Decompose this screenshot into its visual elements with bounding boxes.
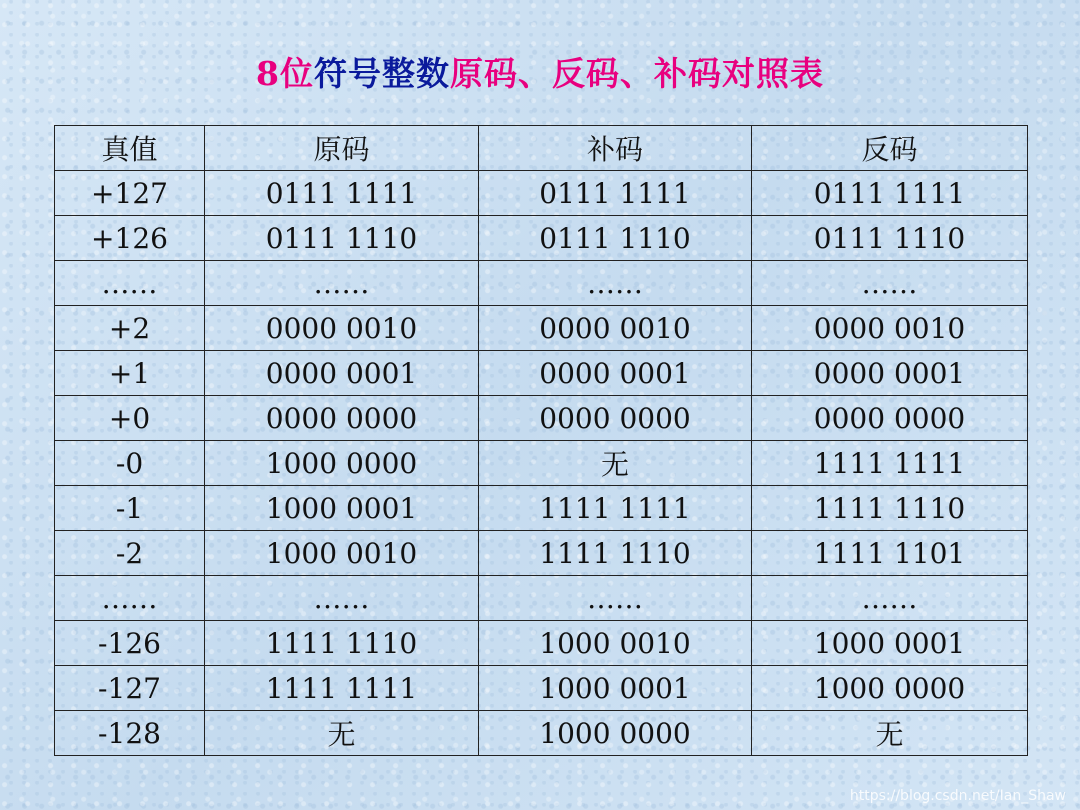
table-row <box>55 576 1028 621</box>
header-ones-complement: 反码 <box>752 126 1028 171</box>
cell-sign-magnitude: 无 <box>205 711 479 756</box>
cell-twos-complement: 1000 0001 <box>479 666 752 711</box>
table-row <box>55 351 1028 396</box>
title-signed-integer: 符号整数 <box>313 54 450 93</box>
table-row <box>55 621 1028 666</box>
title-bit-width: 8位 <box>256 54 314 93</box>
table-row <box>55 486 1028 531</box>
cell-true-value: +127 <box>55 171 205 216</box>
cell-ones-complement: 1000 0000 <box>752 666 1028 711</box>
cell-twos-complement: …… <box>479 261 752 306</box>
cell-true-value: -1 <box>55 486 205 531</box>
header-twos-complement: 补码 <box>479 126 752 171</box>
cell-twos-complement: 0111 1111 <box>479 171 752 216</box>
cell-sign-magnitude: 0111 1111 <box>205 171 479 216</box>
cell-ones-complement: 1111 1101 <box>752 531 1028 576</box>
cell-true-value: +0 <box>55 396 205 441</box>
cell-twos-complement: 无 <box>479 441 752 486</box>
cell-sign-magnitude: 0000 0001 <box>205 351 479 396</box>
cell-twos-complement: …… <box>479 576 752 621</box>
cell-sign-magnitude: 1000 0010 <box>205 531 479 576</box>
cell-twos-complement: 1111 1110 <box>479 531 752 576</box>
cell-twos-complement: 0000 0000 <box>479 396 752 441</box>
table-row <box>55 396 1028 441</box>
cell-true-value: …… <box>55 261 205 306</box>
cell-ones-complement: 1111 1110 <box>752 486 1028 531</box>
cell-ones-complement: 0000 0000 <box>752 396 1028 441</box>
cell-ones-complement: …… <box>752 576 1028 621</box>
cell-sign-magnitude: …… <box>205 576 479 621</box>
cell-sign-magnitude: 0000 0000 <box>205 396 479 441</box>
cell-sign-magnitude: 1111 1110 <box>205 621 479 666</box>
table-row <box>55 171 1028 216</box>
cell-sign-magnitude: …… <box>205 261 479 306</box>
title-code-comparison: 原码、反码、补码对照表 <box>449 54 824 93</box>
cell-sign-magnitude: 0000 0010 <box>205 306 479 351</box>
cell-sign-magnitude: 1111 1111 <box>205 666 479 711</box>
cell-twos-complement: 1111 1111 <box>479 486 752 531</box>
page-title <box>0 48 1080 95</box>
cell-true-value: -127 <box>55 666 205 711</box>
table-row <box>55 531 1028 576</box>
cell-sign-magnitude: 1000 0001 <box>205 486 479 531</box>
cell-true-value: …… <box>55 576 205 621</box>
cell-ones-complement: 无 <box>752 711 1028 756</box>
cell-true-value: +1 <box>55 351 205 396</box>
cell-true-value: -0 <box>55 441 205 486</box>
code-comparison-table <box>54 125 1028 756</box>
cell-ones-complement: 1111 1111 <box>752 441 1028 486</box>
cell-ones-complement: 1000 0001 <box>752 621 1028 666</box>
table-row <box>55 666 1028 711</box>
table-row <box>55 441 1028 486</box>
cell-twos-complement: 1000 0000 <box>479 711 752 756</box>
cell-true-value: +2 <box>55 306 205 351</box>
table-row <box>55 711 1028 756</box>
table-row <box>55 306 1028 351</box>
cell-true-value: -2 <box>55 531 205 576</box>
cell-ones-complement: 0111 1110 <box>752 216 1028 261</box>
cell-twos-complement: 1000 0010 <box>479 621 752 666</box>
header-sign-magnitude: 原码 <box>205 126 479 171</box>
cell-ones-complement: 0000 0010 <box>752 306 1028 351</box>
header-true-value: 真值 <box>55 126 205 171</box>
cell-true-value: +126 <box>55 216 205 261</box>
cell-true-value: -126 <box>55 621 205 666</box>
cell-ones-complement: 0000 0001 <box>752 351 1028 396</box>
watermark: https://blog.csdn.net/Ian_Shaw <box>849 788 1066 804</box>
cell-true-value: -128 <box>55 711 205 756</box>
table-header-row <box>55 126 1028 171</box>
cell-ones-complement: 0111 1111 <box>752 171 1028 216</box>
table-row <box>55 216 1028 261</box>
cell-sign-magnitude: 0111 1110 <box>205 216 479 261</box>
cell-sign-magnitude: 1000 0000 <box>205 441 479 486</box>
cell-ones-complement: …… <box>752 261 1028 306</box>
cell-twos-complement: 0000 0010 <box>479 306 752 351</box>
table-row <box>55 261 1028 306</box>
cell-twos-complement: 0111 1110 <box>479 216 752 261</box>
cell-twos-complement: 0000 0001 <box>479 351 752 396</box>
